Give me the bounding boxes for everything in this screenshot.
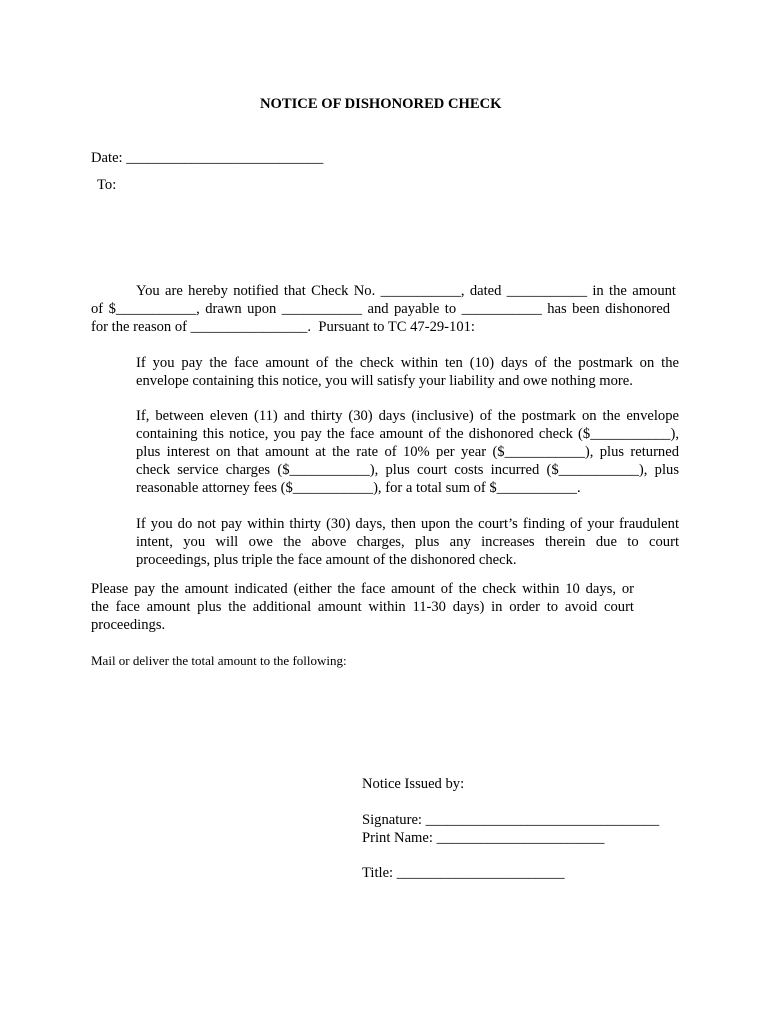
print-name-field: Print Name: _______________________ bbox=[362, 830, 605, 846]
title-field: Title: _______________________ bbox=[362, 865, 565, 881]
intro-line-3: for the reason of ________________. Pursuant to TC 47-29-101: bbox=[91, 319, 475, 335]
document-title: NOTICE OF DISHONORED CHECK bbox=[260, 96, 502, 112]
intro-line-2: of $___________, drawn upon ___________ and payable to ___________ has been dishonored bbox=[91, 301, 670, 317]
para3-line-3: proceedings, plus triple the face amount of the dishonored check. bbox=[136, 552, 517, 568]
para1-line-2: envelope containing this notice, you will satisfy your liability and owe nothing more. bbox=[136, 373, 633, 389]
para2-line-4: check service charges ($___________), plus court costs incurred ($___________), plus bbox=[136, 462, 679, 478]
please-pay-line-3: proceedings. bbox=[91, 617, 166, 633]
date-field: Date: ___________________________ bbox=[91, 150, 324, 166]
signature-field: Signature: ________________________________ bbox=[362, 812, 660, 828]
to-field: To: bbox=[97, 177, 117, 193]
para2-line-3: plus interest on that amount at the rate of 10% per year ($___________), plus returned bbox=[136, 444, 679, 460]
para3-line-2: intent, you will owe the above charges, plus any increases therein due to court bbox=[136, 534, 679, 550]
intro-line-1: You are hereby notified that Check No. ___________, dated ___________ in the amount bbox=[136, 283, 676, 299]
please-pay-line-2: the face amount plus the additional amount within 11-30 days) in order to avoid court bbox=[91, 599, 634, 615]
para3-line-1: If you do not pay within thirty (30) days, then upon the court’s finding of your fraudulent bbox=[136, 516, 679, 532]
para2-line-2: containing this notice, you pay the face amount of the dishonored check ($___________), bbox=[136, 426, 679, 442]
para2-line-5: reasonable attorney fees ($___________), for a total sum of $___________. bbox=[136, 480, 581, 496]
please-pay-line-1: Please pay the amount indicated (either the face amount of the check within 10 days, or bbox=[91, 581, 634, 597]
mail-instruction: Mail or deliver the total amount to the following: bbox=[91, 653, 347, 668]
para1-line-1: If you pay the face amount of the check within ten (10) days of the postmark on the bbox=[136, 355, 679, 371]
issued-by-label: Notice Issued by: bbox=[362, 776, 465, 792]
para2-line-1: If, between eleven (11) and thirty (30) days (inclusive) of the postmark on the envelope bbox=[136, 408, 679, 424]
